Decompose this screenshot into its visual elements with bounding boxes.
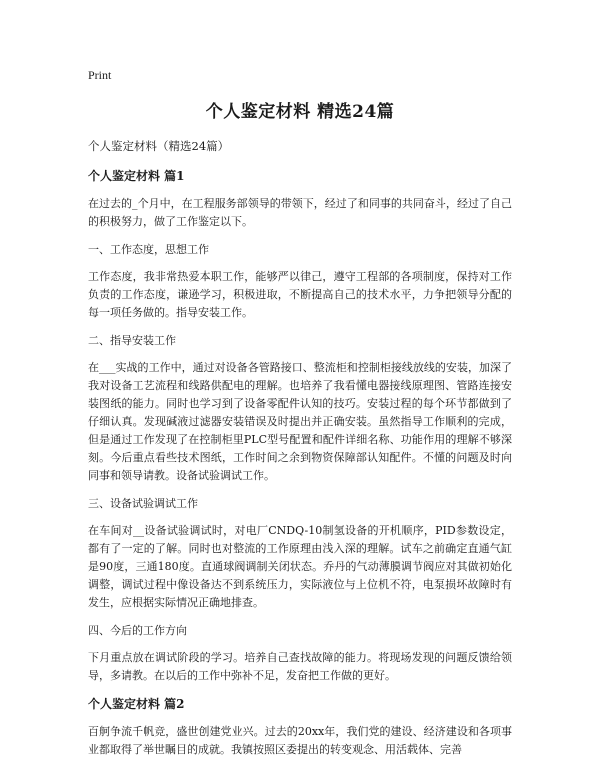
equipment-testing-paragraph: 在车间对__设备试验调试时，对电厂CNDQ-10制氢设备的开机顺序，PID参数设定，都有了一定的了解。同时也对整流的工作原理由浅入深的理解。试车之前确定直通气缸是90度，三通180度。直通球阀调制关闭状态。乔丹的气动薄膜调节阀应对其做初始化调整，调试过程中像设备达不到系统压力，实际液位与上位机不符，电泵损坏故障时有发生，应根据实际情况正确地排查。	[88, 524, 512, 609]
future-direction-paragraph: 下月重点放在调试阶段的学习。培养自己查找故障的能力。将现场发现的问题反馈给领导，多请教。在以后的工作中弥补不足，发奋把工作做的更好。	[88, 651, 512, 682]
equipment-testing-heading: 三、设备试验调试工作	[88, 497, 198, 510]
work-attitude-paragraph: 工作态度，我非常热爱本职工作，能够严以律己，遵守工程部的各项制度，保持对工作负责的工作态度，谦逊学习，积极进取，不断提高自己的技术水平，力争把领导分配的每一项任务做的。指导安装工作。	[88, 270, 512, 319]
article-2-heading: 个人鉴定材料 篇2	[88, 697, 185, 711]
print-label[interactable]: Print	[88, 68, 112, 82]
work-attitude-heading: 一、工作态度，思想工作	[88, 243, 209, 256]
installation-guidance-heading: 二、指导安装工作	[88, 334, 176, 347]
document-subtitle: 个人鉴定材料（精选24篇）	[88, 139, 230, 153]
article-2-paragraph: 百舸争流千帆竞，盛世创建党业兴。过去的20xx年，我们党的建设、经济建设和各项事业都取得了举世瞩目的成就。我镇按照区委提出的转变观念、用活载体、完善	[88, 725, 512, 756]
document-title: 个人鉴定材料 精选24篇	[205, 102, 395, 122]
article-1-heading: 个人鉴定材料 篇1	[88, 169, 185, 183]
article-1-intro: 在过去的_个月中，在工程服务部领导的带领下，经过了和同事的共同奋斗，经过了自己的积极努力，做了工作鉴定以下。	[88, 197, 512, 228]
future-direction-heading: 四、今后的工作方向	[88, 624, 187, 637]
installation-guidance-paragraph: 在___实战的工作中，通过对设备各管路接口、整流柜和控制柜接线放线的安装，加深了我对设备工艺流程和线路供配电的理解。也培养了我看懂电器接线原理图、管路连接安装图纸的能力。同时也学习到了设备零配件认知的技巧。安装过程的每个环节都做到了仔细认真。发现碱液过滤器安装错误及时提出并正确安装。虽然指导工作顺利的完成，但是通过工作发现了在控制柜里PLC型号配置和配件详细名称、功能作用的理解不够深刻。今后重点看些技术图纸，工作时间之余到物资保障部认知配件。不懂的问题及时向同事和领导请教。设备试验调试工作。	[88, 361, 512, 482]
